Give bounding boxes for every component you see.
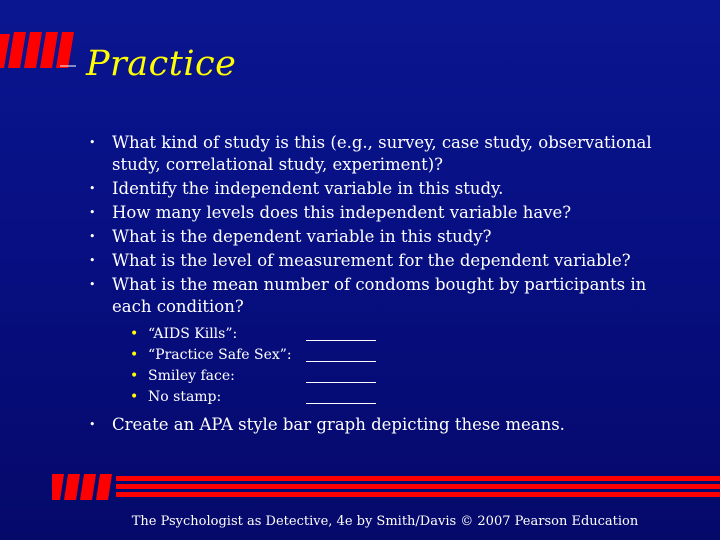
bullet-list bbox=[88, 132, 688, 438]
answer-blank bbox=[306, 387, 376, 404]
sub-bullet-icon: • bbox=[130, 326, 139, 342]
condition-item bbox=[130, 345, 688, 366]
red-stripes-logo-top bbox=[0, 30, 80, 72]
bullet-item: • What is the level of measurement for the dependent variable? bbox=[89, 251, 631, 270]
bullet-dot-icon: • bbox=[89, 254, 96, 267]
bullet-item: • What is the mean number of condoms bought by participants in each condition? • “AIDS Kills”: • “Practice Safe Sex”: • Smiley face: • No stamp: bbox=[88, 274, 688, 408]
bullet-item: • Identify the independent variable in this study. bbox=[89, 179, 504, 198]
sub-bullet-icon: • bbox=[130, 347, 139, 363]
condition-item bbox=[130, 366, 688, 387]
condition-label: “Practice Safe Sex”: bbox=[148, 347, 292, 363]
bullet-dot-icon: • bbox=[89, 418, 96, 431]
condition-label: Smiley face: bbox=[148, 368, 235, 384]
bullet-dot-icon: • bbox=[89, 136, 96, 149]
bullet-item: • What is the dependent variable in this study? bbox=[89, 227, 492, 246]
slide-footer: The Psychologist as Detective, 4e by Smith/Davis © 2007 Pearson Education bbox=[131, 514, 639, 529]
answer-blank bbox=[306, 324, 376, 341]
bullet-item: • How many levels does this independent variable have? bbox=[89, 203, 572, 222]
slide-title: Practice bbox=[86, 44, 237, 84]
sub-bullet-icon: • bbox=[130, 368, 139, 384]
answer-blank bbox=[306, 345, 376, 362]
bullet-dot-icon: • bbox=[89, 206, 96, 219]
condition-item bbox=[130, 324, 688, 345]
answer-blank bbox=[306, 366, 376, 383]
condition-label: “AIDS Kills”: bbox=[148, 326, 238, 342]
condition-list bbox=[112, 324, 688, 408]
condition-label: No stamp: bbox=[148, 389, 222, 405]
bullet-dot-icon: • bbox=[89, 182, 96, 195]
condition-item bbox=[130, 387, 688, 408]
bullet-item: • Create an APA style bar graph depicting these means. bbox=[89, 415, 565, 434]
sub-bullet-icon: • bbox=[130, 389, 139, 405]
red-stripes-logo-bottom bbox=[52, 470, 720, 504]
bullet-item: • What kind of study is this (e.g., survey, case study, observational study, correlational study, experiment)? bbox=[89, 133, 652, 174]
bullet-dot-icon: • bbox=[89, 278, 96, 291]
bullet-dot-icon: • bbox=[89, 230, 96, 243]
